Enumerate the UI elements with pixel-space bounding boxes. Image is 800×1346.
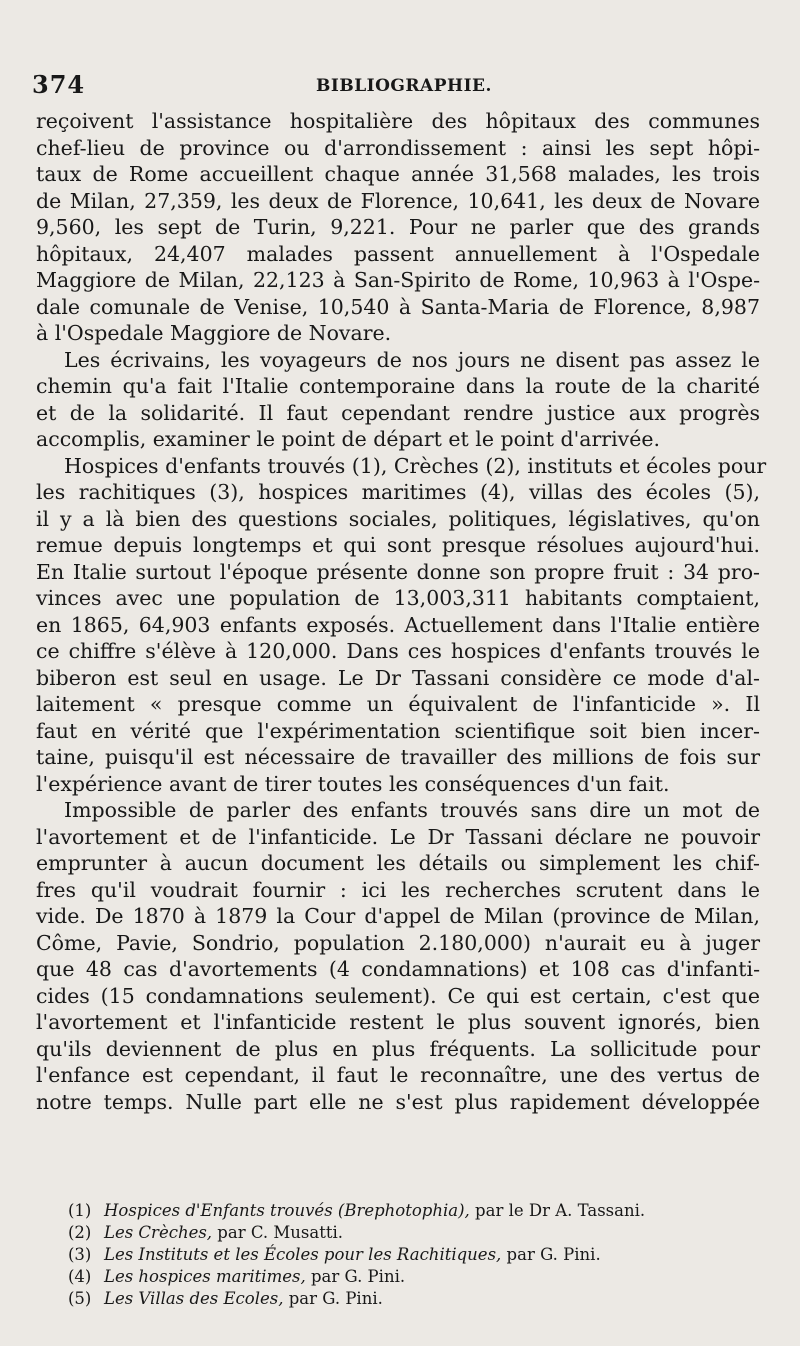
footnote-title: Hospices d'Enfants trouvés (Brephotophia), bbox=[104, 1201, 470, 1220]
text-line: En Italie surtout l'époque présente donne son propre fruit : 34 pro- bbox=[36, 559, 760, 584]
footnote-mark: (5) bbox=[68, 1289, 92, 1308]
text-line: Impossible de parler des enfants trouvés sans dire un mot de bbox=[64, 798, 760, 822]
text-line: reçoivent l'assistance hospitalière des hôpitaux des communes bbox=[36, 109, 760, 133]
footnote-mark: (2) bbox=[68, 1223, 92, 1242]
body-text bbox=[36, 108, 767, 1115]
text-line: que 48 cas d'avortements (4 condamnations) et 108 cas d'infanti- bbox=[36, 957, 760, 981]
text-line: Côme, Pavie, Sondrio, population 2.180,000) n'aurait eu à juger bbox=[36, 930, 760, 955]
text-line: accomplis, examiner le point de départ et le point d'arrivée. bbox=[36, 427, 660, 451]
text-line: en 1865, 64,903 enfants exposés. Actuellement dans l'Italie entière bbox=[36, 612, 760, 637]
text-line: Les écrivains, les voyageurs de nos jours ne disent pas assez le bbox=[64, 347, 760, 372]
footnote-title: Les hospices maritimes, bbox=[104, 1267, 306, 1286]
text-line: l'avortement et l'infanticide restent le plus souvent ignorés, bien bbox=[36, 1010, 760, 1034]
footnote-title: Les Instituts et les Écoles pour les Rachitiques, bbox=[104, 1245, 502, 1264]
text-line: faut en vérité que l'expérimentation scientifique soit bien incer- bbox=[36, 718, 760, 743]
text-line: l'avortement et de l'infanticide. Le Dr Tassani déclare ne pouvoir bbox=[36, 824, 760, 849]
footnote bbox=[68, 1200, 768, 1222]
footnotes bbox=[68, 1200, 768, 1310]
text-line: les rachitiques (3), hospices maritimes (4), villas des écoles (5), bbox=[36, 480, 760, 504]
text-line: à l'Ospedale Maggiore de Novare. bbox=[36, 321, 392, 345]
text-line: qu'ils deviennent de plus en plus fréquents. La sollicitude pour bbox=[36, 1036, 760, 1061]
text-line: Hospices d'enfants trouvés (1), Crèches (2), instituts et écoles pour bbox=[64, 453, 767, 478]
text-line: l'expérience avant de tirer toutes les conséquences d'un fait. bbox=[36, 771, 670, 796]
footnote-author: par G. Pini. bbox=[501, 1245, 601, 1264]
footnote-mark: (1) bbox=[68, 1201, 92, 1220]
footnote-author: par C. Musatti. bbox=[212, 1223, 343, 1242]
text-line: emprunter à aucun document les détails ou simplement les chif- bbox=[36, 851, 760, 875]
footnote-author: par le Dr A. Tassani. bbox=[469, 1201, 646, 1220]
text-line: chemin qu'a fait l'Italie contemporaine dans la route de la charité bbox=[36, 374, 760, 398]
footnote-title: Les Crèches, bbox=[104, 1223, 213, 1242]
text-line: dale comunale de Venise, 10,540 à Santa-Maria de Florence, 8,987 bbox=[36, 294, 760, 319]
text-line: vinces avec une population de 13,003,311 habitants comptaient, bbox=[36, 586, 760, 610]
text-line: ce chiffre s'élève à 120,000. Dans ces hospices d'enfants trouvés le bbox=[36, 639, 760, 663]
running-title: BIBLIOGRAPHIE. bbox=[316, 76, 492, 96]
page-number: 374 bbox=[32, 70, 86, 99]
text-line: taine, puisqu'il est nécessaire de travailler des millions de fois sur bbox=[36, 745, 760, 769]
text-line: il y a là bien des questions sociales, politiques, législatives, qu'on bbox=[36, 506, 760, 531]
page-header bbox=[32, 70, 760, 100]
text-line: remue depuis longtemps et qui sont presque résolues aujourd'hui. bbox=[36, 533, 760, 557]
text-line: biberon est seul en usage. Le Dr Tassani considère ce mode d'al- bbox=[36, 665, 760, 690]
footnote-author: par G. Pini. bbox=[305, 1267, 406, 1286]
footnote-mark: (4) bbox=[68, 1267, 92, 1286]
text-line: fres qu'il voudrait fournir : ici les recherches scrutent dans le bbox=[36, 877, 760, 902]
text-line: Maggiore de Milan, 22,123 à San-Spirito de Rome, 10,963 à l'Ospe- bbox=[36, 268, 760, 292]
text-line: 9,560, les sept de Turin, 9,221. Pour ne parler que des grands bbox=[36, 215, 760, 239]
text-line: vide. De 1870 à 1879 la Cour d'appel de Milan (province de Milan, bbox=[36, 904, 760, 928]
text-line: chef-lieu de province ou d'arrondissement : ainsi les sept hôpi- bbox=[36, 135, 760, 160]
text-line: hôpitaux, 24,407 malades passent annuellement à l'Ospedale bbox=[36, 241, 760, 266]
footnote-author: par G. Pini. bbox=[283, 1289, 383, 1308]
text-line: notre temps. Nulle part elle ne s'est plus rapidement développée bbox=[36, 1089, 760, 1114]
footnote-title: Les Villas des Ecoles, bbox=[104, 1289, 284, 1308]
text-line: de Milan, 27,359, les deux de Florence, 10,641, les deux de Novare bbox=[36, 188, 760, 213]
footnote bbox=[68, 1266, 768, 1288]
footnote bbox=[68, 1288, 768, 1310]
footnote bbox=[68, 1222, 768, 1244]
text-line: l'enfance est cependant, il faut le reconnaître, une des vertus de bbox=[36, 1063, 760, 1087]
text-line: cides (15 condamnations seulement). Ce qui est certain, c'est que bbox=[36, 983, 760, 1008]
footnote-mark: (3) bbox=[68, 1245, 92, 1264]
footnote bbox=[68, 1244, 768, 1266]
text-line: laitement « presque comme un équivalent de l'infanticide ». Il bbox=[36, 692, 760, 716]
text-line: et de la solidarité. Il faut cependant rendre justice aux progrès bbox=[36, 400, 760, 425]
text-line: taux de Rome accueillent chaque année 31,568 malades, les trois bbox=[36, 162, 760, 186]
